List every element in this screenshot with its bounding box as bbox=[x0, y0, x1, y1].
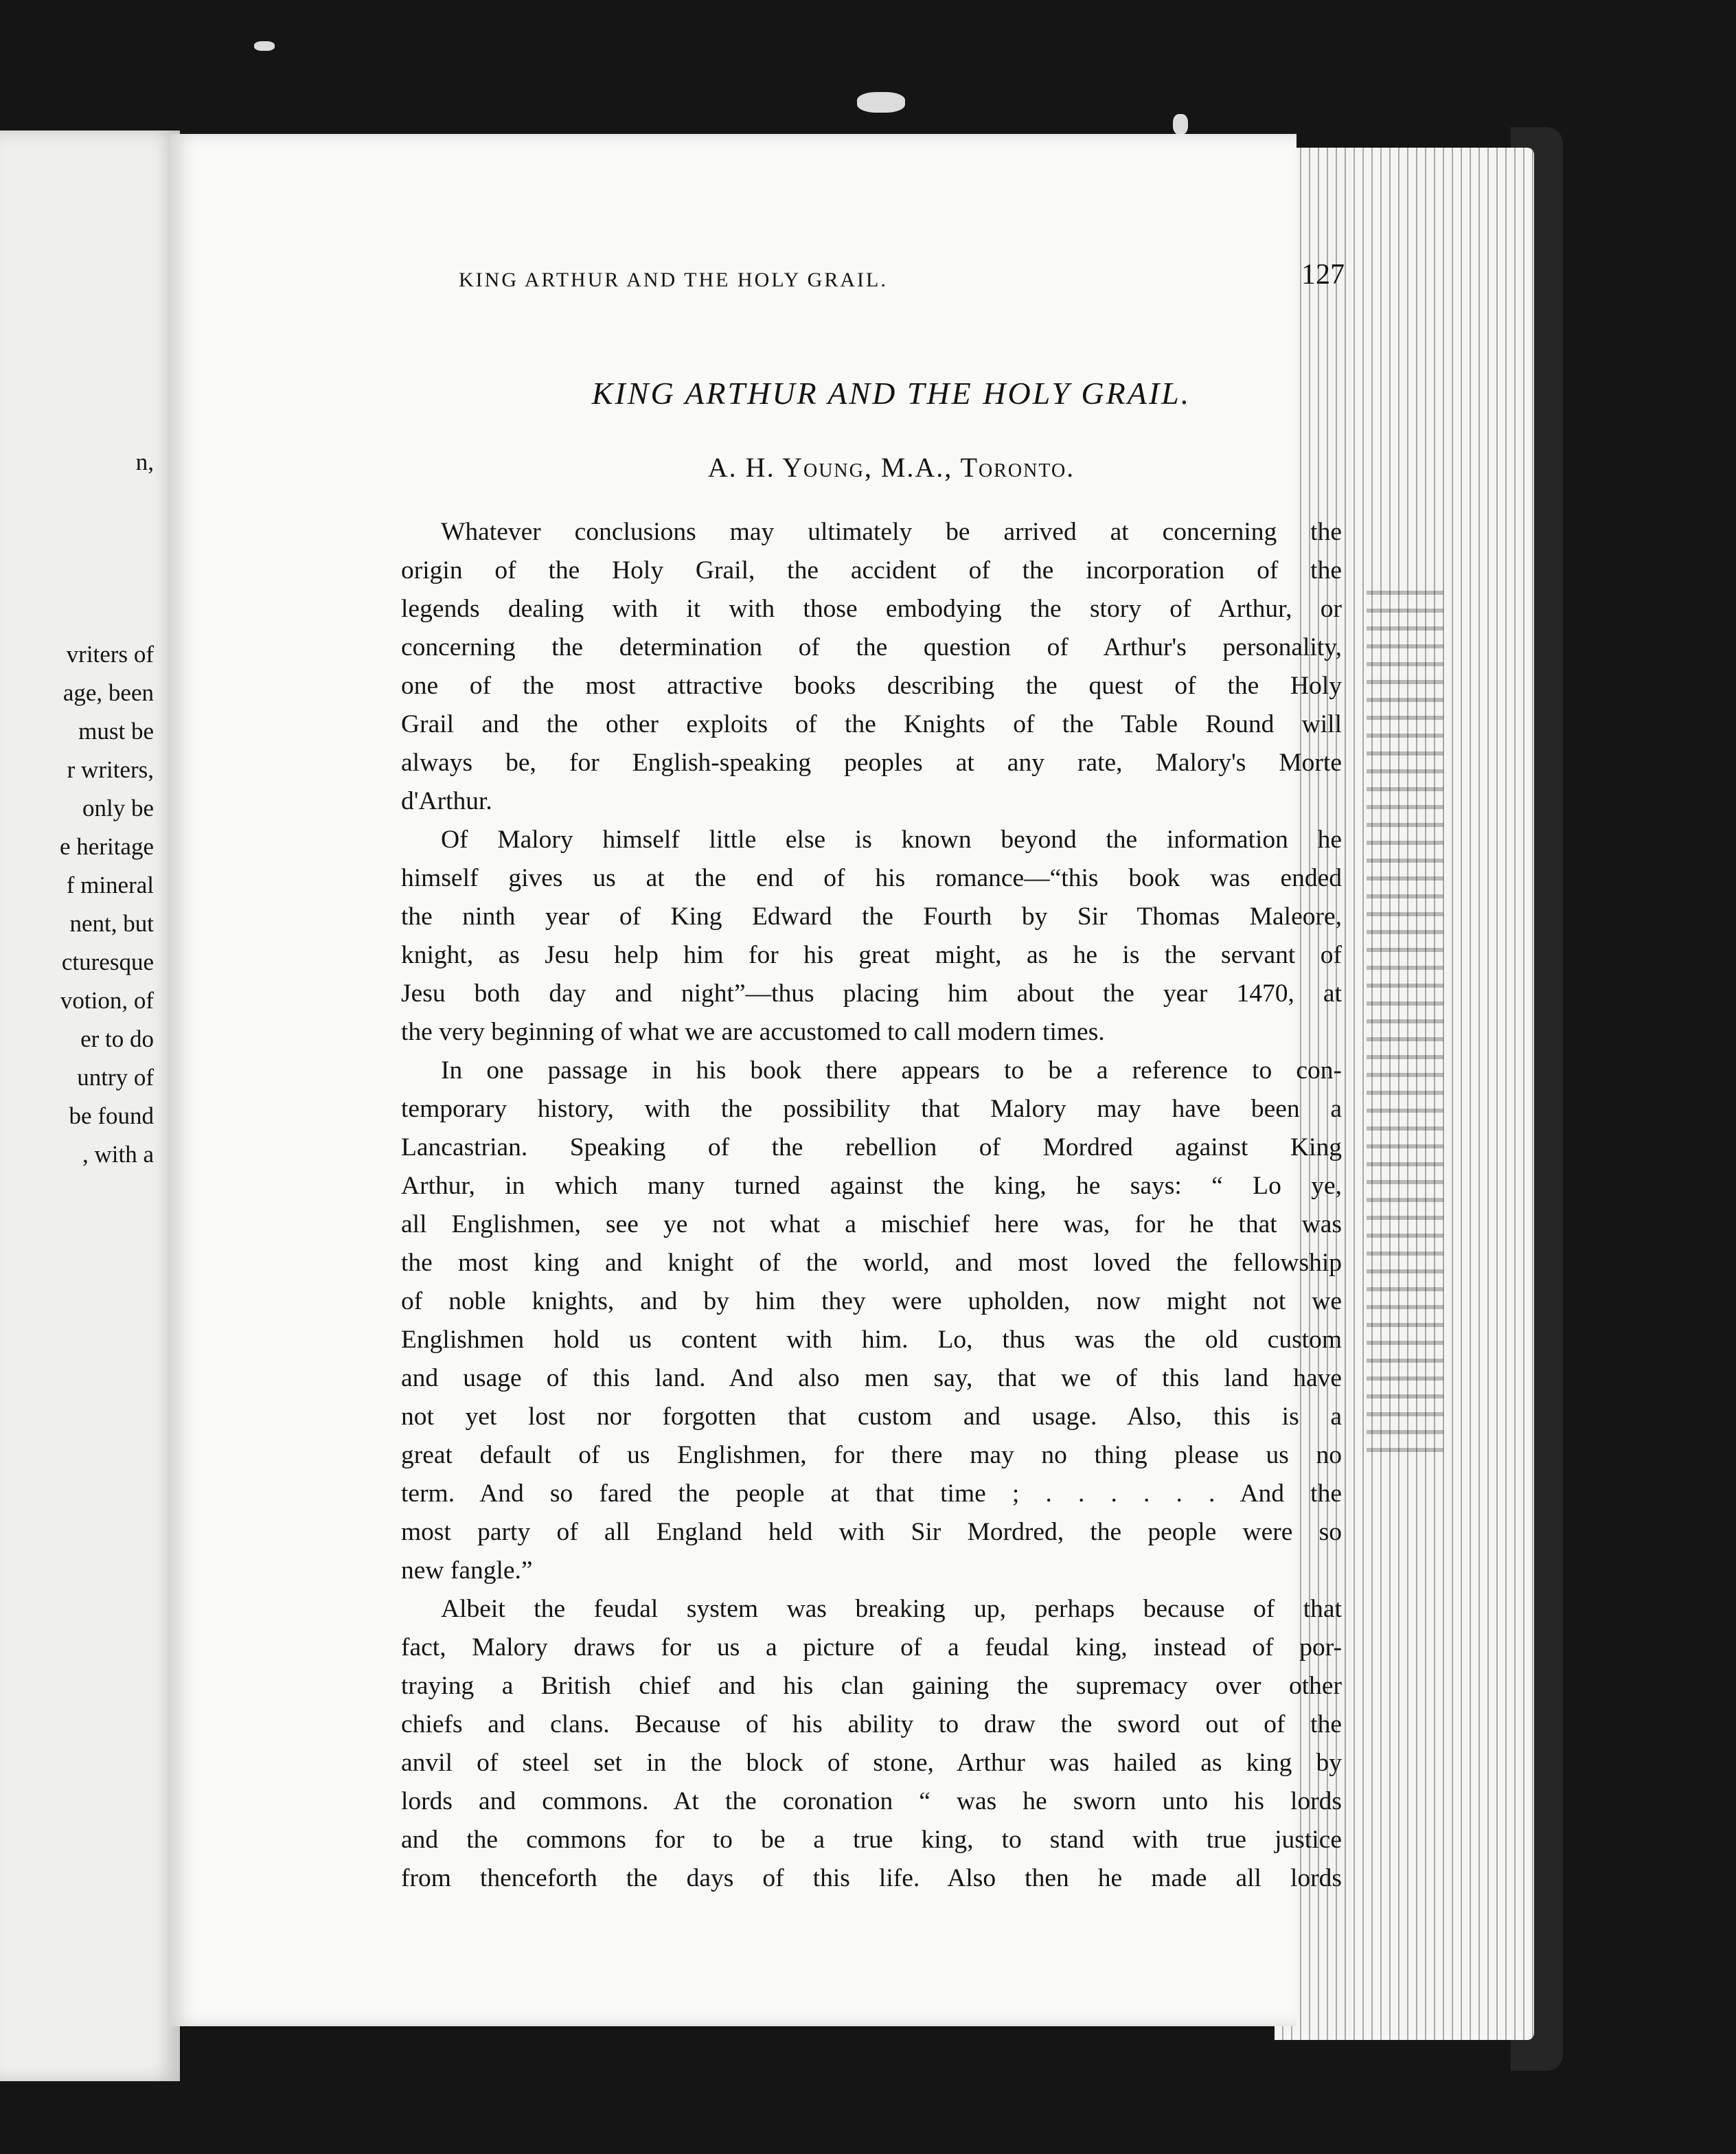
film-scratch bbox=[254, 41, 275, 51]
facing-page-line: er to do bbox=[80, 1025, 154, 1052]
text-line: Albeit the feudal system was breaking up, perhaps because of that bbox=[441, 1595, 1342, 1623]
bleed-through-marks bbox=[1367, 591, 1443, 1456]
text-line: term. And so fared the people at that time ; . . . . . . And the bbox=[401, 1480, 1342, 1508]
text-line: In one passage in his book there appears to be a reference to con- bbox=[441, 1056, 1342, 1085]
book-page-127 bbox=[170, 134, 1345, 2026]
text-line: the very beginning of what we are accustomed to call modern times. bbox=[401, 1018, 1105, 1046]
facing-page-line: only be bbox=[82, 795, 154, 821]
text-line: himself gives us at the end of his romance—“this book was ended bbox=[401, 864, 1342, 892]
article-body bbox=[401, 513, 1342, 1898]
text-line: not yet lost nor forgotten that custom and usage. Also, this is a bbox=[401, 1403, 1342, 1431]
text-line: all Englishmen, see ye not what a mischief here was, for he that was bbox=[401, 1210, 1342, 1238]
facing-page-line: , with a bbox=[82, 1141, 154, 1168]
text-line: Jesu both day and night”—thus placing him about the year 1470, at bbox=[401, 979, 1342, 1008]
facing-page-line: e heritage bbox=[60, 833, 154, 860]
facing-page-line: nent, but bbox=[69, 910, 154, 937]
text-line: Whatever conclusions may ultimately be arrived at concerning the bbox=[441, 518, 1342, 546]
text-line: new fangle.” bbox=[401, 1556, 533, 1585]
facing-page-line: f mineral bbox=[66, 872, 154, 898]
page-number: 127 bbox=[1301, 259, 1345, 291]
facing-page-line: n, bbox=[135, 449, 154, 475]
facing-page-line: vriters of bbox=[66, 641, 154, 668]
text-line: Englishmen hold us content with him. Lo, thus was the old custom bbox=[401, 1326, 1342, 1354]
text-line: Of Malory himself little else is known beyond the information he bbox=[441, 826, 1342, 854]
text-line: great default of us Englishmen, for there may no thing please us no bbox=[401, 1441, 1342, 1469]
text-line: Arthur, in which many turned against the king, he says: “ Lo ye, bbox=[401, 1172, 1342, 1200]
text-line: the most king and knight of the world, and most loved the fellowship bbox=[401, 1249, 1342, 1277]
facing-page-line: must be bbox=[78, 718, 154, 745]
text-line: temporary history, with the possibility that Malory may have been a bbox=[401, 1095, 1342, 1123]
text-line: fact, Malory draws for us a picture of a feudal king, instead of por- bbox=[401, 1633, 1342, 1662]
text-line: of noble knights, and by him they were upholden, now might not we bbox=[401, 1287, 1342, 1315]
text-line: always be, for English-speaking peoples at any rate, Malory's Morte bbox=[401, 749, 1342, 777]
text-line: lords and commons. At the coronation “ was he sworn unto his lords bbox=[401, 1787, 1342, 1815]
author-byline: A. H. Young, M.A., Toronto. bbox=[707, 452, 1075, 483]
facing-page-line: cturesque bbox=[61, 949, 154, 975]
article-title: KING ARTHUR AND THE HOLY GRAIL. bbox=[591, 376, 1191, 411]
text-line: origin of the Holy Grail, the accident of the incorporation of the bbox=[401, 556, 1342, 585]
text-line: concerning the determination of the question of Arthur's personality, bbox=[401, 633, 1342, 661]
text-line: Grail and the other exploits of the Knights of the Table Round will bbox=[401, 710, 1342, 738]
text-line: anvil of steel set in the block of stone, Arthur was hailed as king by bbox=[401, 1749, 1342, 1777]
text-line: one of the most attractive books describing the quest of the Holy bbox=[401, 672, 1342, 700]
text-line: chiefs and clans. Because of his ability to draw the sword out of the bbox=[401, 1710, 1342, 1738]
text-line: legends dealing with it with those embodying the story of Arthur, or bbox=[401, 595, 1342, 623]
facing-page-line: be found bbox=[69, 1102, 154, 1129]
text-line: the ninth year of King Edward the Fourth by Sir Thomas Maleore, bbox=[401, 903, 1342, 931]
text-line: from thenceforth the days of this life. Also then he made all lords bbox=[401, 1864, 1342, 1892]
film-scratch bbox=[857, 92, 905, 113]
facing-page-line: votion, of bbox=[60, 987, 154, 1014]
facing-page-line: age, been bbox=[62, 679, 154, 706]
running-title: KING ARTHUR AND THE HOLY GRAIL. bbox=[459, 269, 888, 291]
film-scratch bbox=[1173, 114, 1188, 135]
facing-page-line: r writers, bbox=[67, 756, 154, 783]
text-line: and usage of this land. And also men say, that we of this land have bbox=[401, 1364, 1342, 1392]
text-line: Lancastrian. Speaking of the rebellion of Mordred against King bbox=[401, 1133, 1342, 1161]
facing-page-line: untry of bbox=[77, 1064, 154, 1091]
text-line: and the commons for to be a true king, to stand with true justice bbox=[401, 1826, 1342, 1854]
text-line: d'Arthur. bbox=[401, 787, 492, 815]
facing-page-left bbox=[0, 131, 180, 2081]
text-line: most party of all England held with Sir Mordred, the people were so bbox=[401, 1518, 1342, 1546]
text-line: traying a British chief and his clan gaining the supremacy over other bbox=[401, 1672, 1342, 1700]
text-line: knight, as Jesu help him for his great might, as he is the servant of bbox=[401, 941, 1342, 969]
